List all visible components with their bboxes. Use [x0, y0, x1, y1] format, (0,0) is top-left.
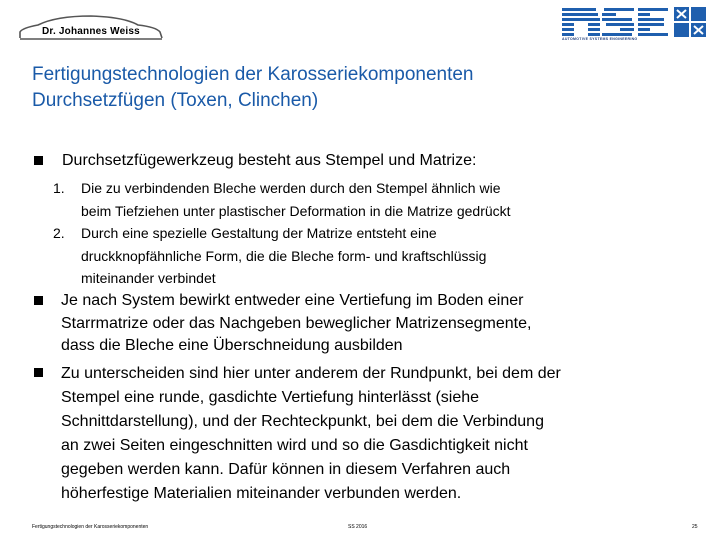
list-item-line: miteinander verbindet — [81, 270, 216, 286]
logo-johannes-weiss — [16, 14, 166, 42]
bullet-item — [32, 362, 692, 506]
title-line-2: Durchsetzfügen (Toxen, Clinchen) — [32, 90, 319, 111]
list-number: 1. — [53, 180, 65, 196]
slide-title — [32, 62, 692, 114]
bullet-line: Schnittdarstellung), und der Rechteckpunkt, bei dem die Verbindung — [61, 413, 544, 430]
bullet-line: höherfestige Materialien miteinander verbunden werden. — [61, 485, 462, 502]
square-bullet-icon — [34, 156, 43, 165]
list-number: 2. — [53, 225, 65, 241]
bullet-line: Starrmatrize oder das Nachgeben beweglicher Matrizensegmente, — [61, 314, 532, 332]
bullet-line: Je nach System bewirkt entweder eine Vertiefung im Boden einer — [61, 292, 524, 309]
list-item — [53, 177, 693, 222]
title-line-1: Fertigungstechnologien der Karosseriekomponenten — [32, 64, 474, 85]
footer-course-title: Fertigungstechnologien der Karosseriekomponenten — [32, 524, 149, 530]
list-item — [53, 222, 693, 290]
logo-text: Dr. Johannes Weiss — [42, 26, 140, 37]
square-bullet-icon — [34, 368, 43, 377]
bullet-line: gegeben werden kann. Dafür können in diesem Verfahren auch — [61, 461, 511, 478]
logo-ase — [560, 5, 710, 45]
footer-page-number: 25 — [692, 524, 698, 530]
bullet-line: an zwei Seiten eingeschnitten wird und so die Gasdichtigkeit nicht — [61, 437, 528, 454]
bullet-line: Zu unterscheiden sind hier unter anderem der Rundpunkt, bei dem der — [61, 365, 561, 382]
bullet-line: Stempel eine runde, gasdichte Vertiefung hinterlässt (siehe — [61, 389, 480, 406]
list-item-line: Die zu verbindenden Bleche werden durch den Stempel ähnlich wie — [81, 180, 501, 196]
list-item-line: beim Tiefziehen unter plastischer Deformation in die Matrize gedrückt — [81, 202, 511, 219]
ase-logo-icon — [560, 5, 710, 39]
footer-semester: SS 2016 — [348, 524, 368, 530]
list-item-line: Durch eine spezielle Gestaltung der Matrize entsteht eine — [81, 225, 437, 241]
bullet-line: dass die Bleche eine Überschneidung ausbilden — [61, 337, 403, 354]
list-item-line: druckknopfähnliche Form, die die Bleche form- und kraftschlüssig — [81, 247, 487, 264]
numbered-list — [53, 177, 693, 290]
square-bullet-icon — [34, 296, 43, 305]
logo-tagline: AUTOMOTIVE SYSTEMS ENGINEERING — [562, 37, 638, 41]
bullet-item — [32, 290, 692, 358]
bullet-text: Durchsetzfügewerkzeug besteht aus Stempel und Matrize: — [62, 152, 477, 169]
